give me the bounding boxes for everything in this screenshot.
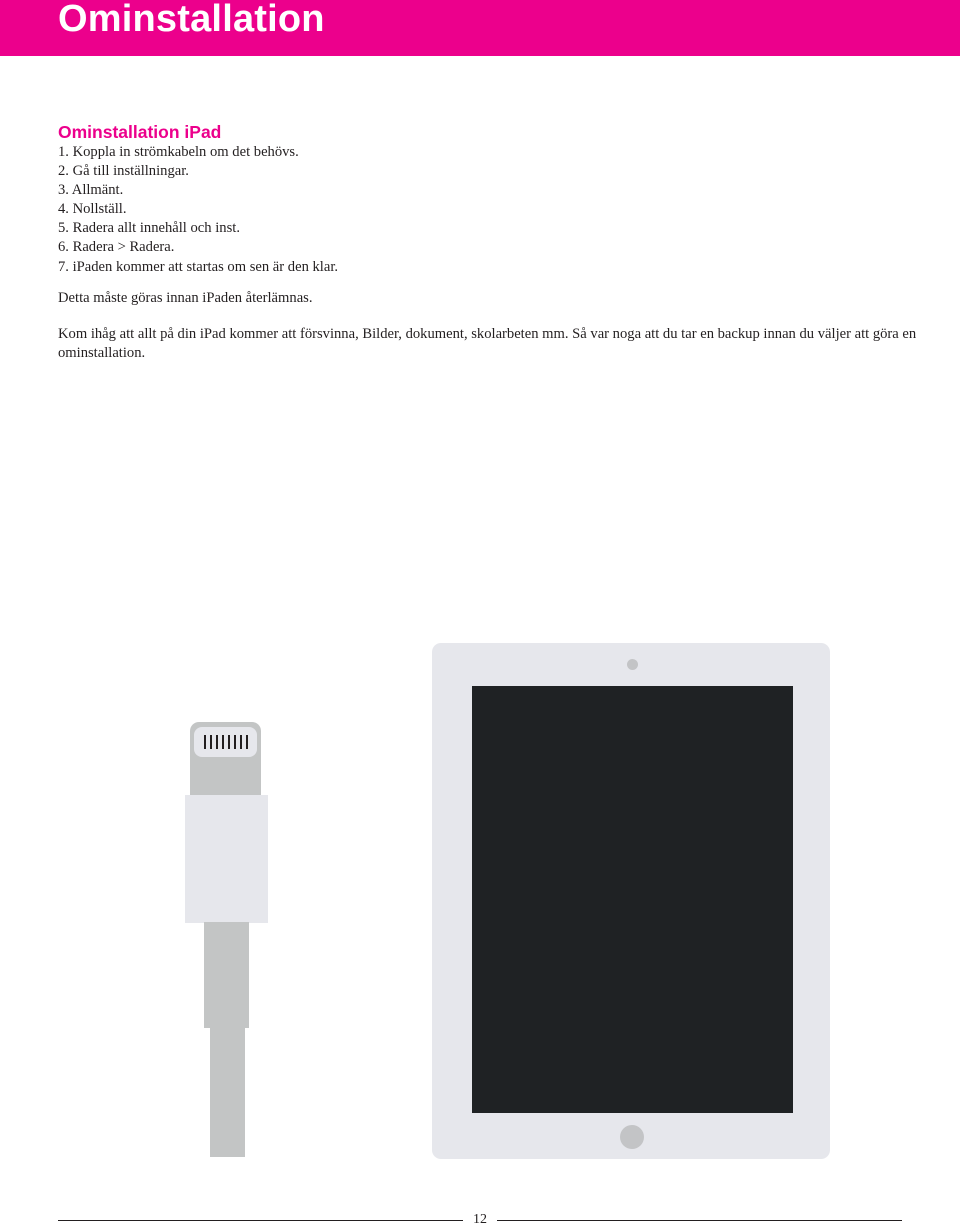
footer-divider-right [497,1220,902,1221]
cable-wire [210,1027,245,1157]
connector-housing [185,795,268,923]
step-item: 2. Gå till inställningar. [58,163,189,180]
step-item: 3. Allmänt. [58,182,124,199]
camera-icon [627,659,638,670]
section-heading: Ominstallation iPad [58,122,222,142]
backup-warning: Kom ihåg att allt på din iPad kommer att försvinna, Bilder, dokument, skolarbeten mm. Så var noga att du tar en backup innan du väljer att göra en ominstallation. [58,325,917,361]
steps-list [58,143,918,277]
step-item: 6. Radera > Radera. [58,239,175,256]
ipad-icon [432,643,830,1159]
connector-neck [204,922,249,1028]
step-item: 7. iPaden kommer att startas om sen är den klar. [58,258,339,275]
step-item: 1. Koppla in strömkabeln om det behövs. [58,144,299,160]
step-item: 5. Radera allt innehåll och inst. [58,220,240,237]
header-banner [0,0,960,56]
ipad-screen [472,686,793,1113]
main-content [58,121,918,363]
connector-pins [194,727,257,757]
footer-divider-left [58,1220,463,1221]
page-title: Ominstallation [58,0,325,40]
page-number: 12 [473,1212,487,1227]
return-note: Detta måste göras innan iPaden återlämnas. [58,289,313,306]
home-button-icon [620,1125,644,1149]
step-item: 4. Nollställ. [58,201,127,218]
